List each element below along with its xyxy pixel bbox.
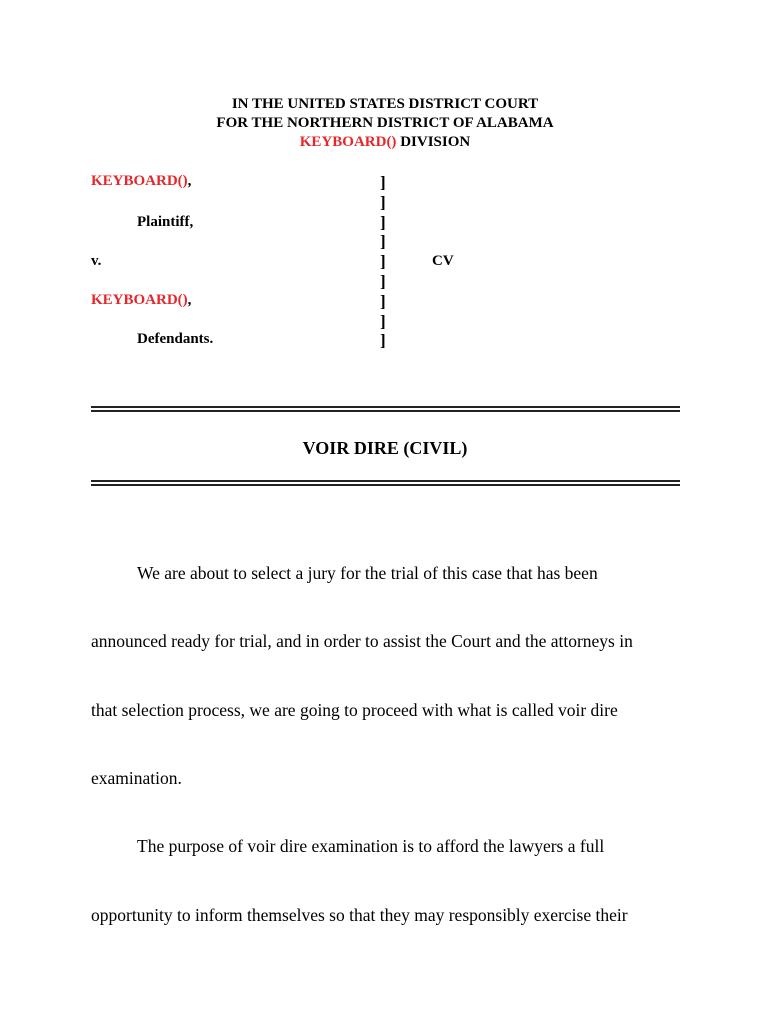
district-line: FOR THE NORTHERN DISTRICT OF ALABAMA [216, 115, 554, 131]
title-bottom-rule [91, 480, 680, 486]
defendant-name-line [91, 292, 191, 309]
plaintiff-name-line [91, 173, 191, 190]
plaintiff-label: Plaintiff, [137, 214, 194, 230]
court-name-line: IN THE UNITED STATES DISTRICT COURT [231, 96, 539, 112]
bracket-glyph: ] [380, 173, 386, 192]
paragraph-1-line-1: We are about to select a jury for the trial of this case that has been [137, 563, 598, 583]
paragraph-2-line-2: opportunity to inform themselves so that they may responsibly exercise their [91, 905, 628, 925]
bracket-glyph: ] [380, 271, 386, 291]
division-field[interactable]: KEYBOARD() [299, 134, 397, 150]
bracket-glyph: ] [380, 212, 386, 232]
case-caption [0, 0, 770, 360]
case-number-label: CV [432, 253, 454, 269]
bracket-glyph: ] [380, 311, 386, 331]
versus-label: v. [91, 253, 102, 269]
defendant-comma: , [187, 292, 192, 308]
bracket-glyph: ] [380, 192, 386, 212]
defendant-label: Defendants. [137, 331, 214, 347]
bracket-glyph: ] [380, 232, 386, 252]
plaintiff-name-field[interactable]: KEYBOARD() [91, 173, 188, 189]
paragraph-1-line-4: examination. [91, 768, 182, 788]
bracket-glyph: ] [380, 331, 386, 351]
paragraph-2-line-1: The purpose of voir dire examination is to afford the lawyers a full [137, 836, 605, 856]
document-title: VOIR DIRE (CIVIL) [302, 438, 468, 458]
caption-bracket-column [380, 173, 390, 351]
paragraph-1-line-2: announced ready for trial, and in order to assist the Court and the attorneys in [91, 631, 633, 651]
bracket-glyph: ] [380, 291, 386, 311]
division-label: DIVISION [396, 134, 471, 150]
bracket-glyph: ] [380, 252, 386, 272]
plaintiff-comma: , [187, 173, 192, 189]
paragraph-1-line-3: that selection process, we are going to proceed with what is called voir dire [91, 700, 618, 720]
defendant-name-field[interactable]: KEYBOARD() [91, 292, 188, 308]
title-top-rule [91, 406, 680, 412]
